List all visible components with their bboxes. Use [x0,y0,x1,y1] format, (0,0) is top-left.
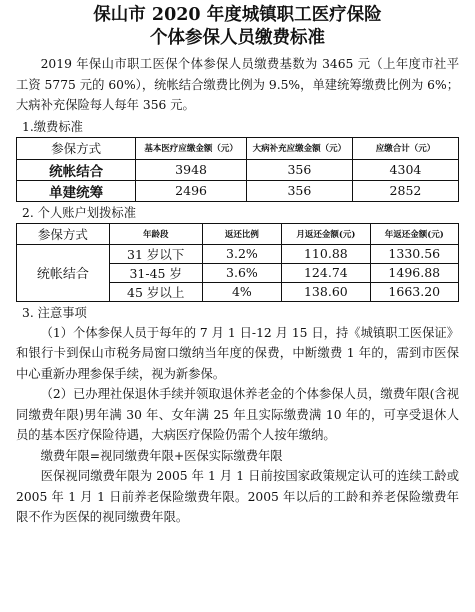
notice-paragraph-2: （2）已办理社保退休手续并领取退休养老金的个体参保人员，缴费年限(含视同缴费年限)男年满 30 年、女年满 25 年且实际缴费满 10 年的，可享受退休人员的基本医疗保险待遇，大病医疗保险仍需个人按年缴纳。 [16,387,460,442]
table-cell: 2852 [352,180,458,201]
table-cell: 单建统筹 [17,180,136,201]
notice-paragraph-1: （1）个体参保人员于每年的 7 月 1 日-12 月 15 日，持《城镇职工医保证》和银行卡到保山市税务局窗口缴纳当年度的保费，中断缴费 1 年的，需到市医保中心重新办理参保手续，视为新参保。 [16,325,459,381]
table-cell: 1663.20 [370,282,458,301]
table-header-cell: 年龄段 [109,223,202,244]
table-cell: 3.2% [202,244,282,263]
section1-heading: 1.缴费标准 [22,119,83,134]
table-cell: 356 [246,159,352,180]
table-cell: 138.60 [282,282,370,301]
table-header-row [17,223,459,244]
table-header-cell: 月返还金额(元) [282,223,370,244]
table-cell: 31-45 岁 [109,263,202,282]
table-cell: 45 岁以上 [109,282,202,301]
table-header-cell: 返还比例 [202,223,282,244]
table-cell: 2496 [136,180,247,201]
table-header-row [17,137,459,159]
table-cell: 1330.56 [370,244,458,263]
table-header-cell: 应缴合计（元） [352,137,458,159]
table-cell: 统帐结合 [17,159,136,180]
table-cell: 4304 [352,159,458,180]
document-title-line2: 个体参保人员缴费标准 [150,28,325,48]
table-row [17,159,459,180]
table-cell: 31 岁以下 [109,244,202,263]
section3-heading: 3. 注意事项 [22,305,87,320]
account-allocation-table [16,223,459,302]
table-header-cell: 参保方式 [17,137,136,159]
section2-heading: 2. 个人账户划拨标准 [22,205,137,220]
table-row [17,244,459,263]
table-cell: 110.88 [282,244,370,263]
table-cell: 3.6% [202,263,282,282]
table-row [17,180,459,201]
table-cell-method: 统帐结合 [17,244,110,301]
payment-standard-table [16,137,459,202]
table-header-cell: 大病补充应缴金额（元） [246,137,352,159]
table-cell: 1496.88 [370,263,458,282]
table-cell: 356 [246,180,352,201]
formula-line: 缴费年限=视同缴费年限+医保实际缴费年限 [40,448,283,463]
notice-paragraph-4: 医保视同缴费年限为 2005 年 1 月 1 日前按国家政策规定认可的连续工龄或 2005 年 1 月 1 日前养老保险缴费年限。2005 年以后的工龄和养老保险缴费年限不作为医保的视同缴费年限。 [16,469,459,524]
table-header-cell: 年返还金额(元) [370,223,458,244]
document-title-line1: 保山市 2020 年度城镇职工医疗保险 [93,5,382,25]
table-header-cell: 参保方式 [17,223,110,244]
table-cell: 124.74 [282,263,370,282]
table-cell: 3948 [136,159,247,180]
table-header-cell: 基本医疗应缴金额（元） [136,137,247,159]
intro-paragraph: 2019 年保山市职工医保个体参保人员缴费基数为 3465 元（上年度市社平工资 5775 元的 60%），统帐结合缴费比例为 9.5%，单建统筹缴费比例为 6%；大病补充保险每人每年 356 元。 [16,57,459,112]
table-cell: 4% [202,282,282,301]
